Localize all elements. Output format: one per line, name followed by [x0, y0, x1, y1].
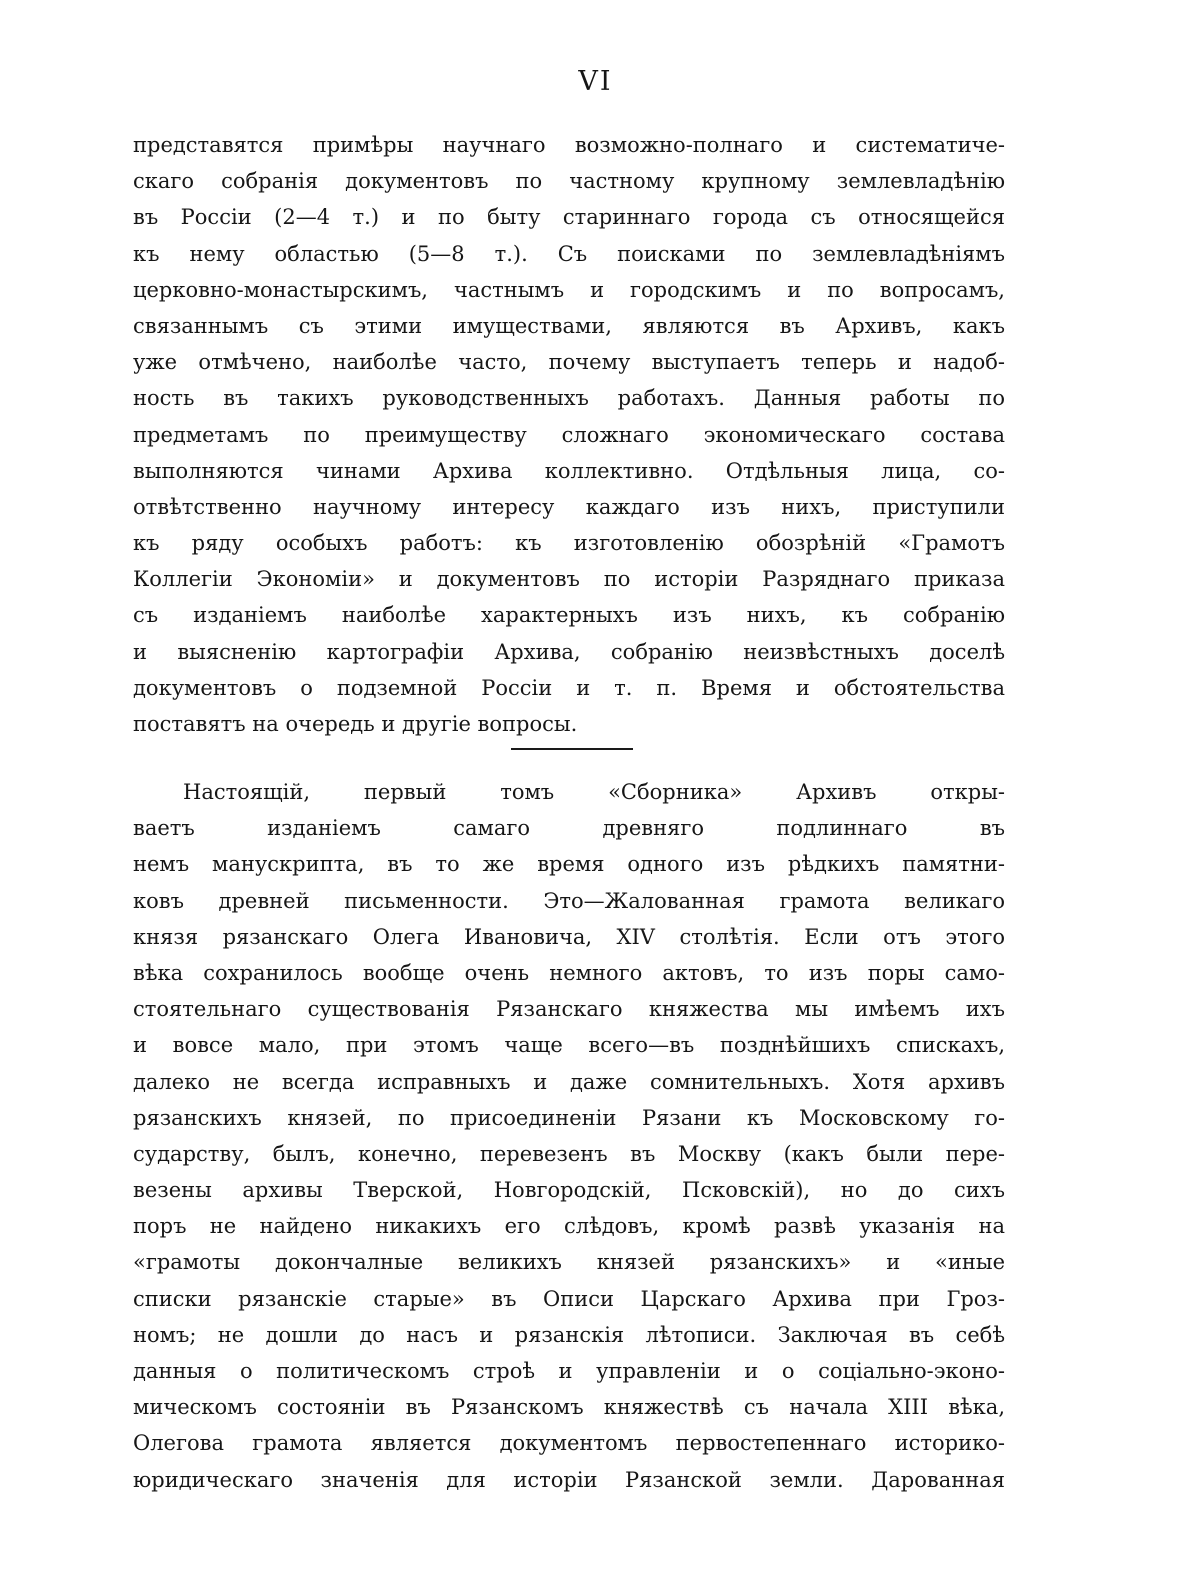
text-line: уже отмѣчено, наиболѣе часто, почему выступаетъ теперь и надоб-	[133, 350, 1005, 375]
text-line: документовъ о подземной Россіи и т. п. Время и обстоятельства	[133, 675, 1005, 700]
text-line: ваетъ изданіемъ самаго древняго подлиннаго въ	[133, 816, 1005, 841]
text-line: церковно-монастырскимъ, частнымъ и городскимъ и по вопросамъ,	[133, 277, 1005, 302]
paragraph-1	[133, 127, 1005, 742]
text-line: мическомъ состояніи въ Рязанскомъ княжествѣ съ начала XIII вѣка,	[133, 1395, 1005, 1420]
text-line: ковъ древней письменности. Это—Жалованная грамота великаго	[133, 888, 1005, 913]
page-number: VI	[578, 66, 613, 97]
text-line: везены архивы Тверской, Новгородскій, Псковскій), но до сихъ	[133, 1178, 1005, 1203]
text-line: номъ; не дошли до насъ и рязанскія лѣтописи. Заключая въ себѣ	[133, 1322, 1005, 1347]
paragraph-2	[133, 774, 1005, 1498]
text-line: связаннымъ съ этими имуществами, являются въ Архивъ, какъ	[133, 313, 1005, 338]
text-line: князя рязанскаго Олега Ивановича, XIV столѣтія. Если отъ этого	[133, 924, 1005, 949]
text-line: и вовсе мало, при этомъ чаще всего—въ позднѣйшихъ спискахъ,	[133, 1033, 1005, 1058]
text-line: въ Россіи (2—4 т.) и по быту стариннаго города съ относящейся	[133, 205, 1005, 230]
text-line: съ изданіемъ наиболѣе характерныхъ изъ нихъ, къ собранію	[133, 603, 1005, 628]
text-line: списки рязанскіе старые» въ Описи Царскаго Архива при Гроз-	[133, 1286, 1005, 1311]
text-line: юридическаго значенія для исторіи Рязанской земли. Дарованная	[133, 1467, 1005, 1492]
text-line: рязанскихъ князей, по присоединеніи Рязани къ Московскому го-	[133, 1105, 1005, 1130]
text-line: стоятельнаго существованія Рязанскаго княжества мы имѣемъ ихъ	[133, 997, 1005, 1022]
text-line: вѣка сохранилось вообще очень немного актовъ, то изъ поры само-	[133, 960, 1005, 985]
text-line: къ нему областью (5—8 т.). Съ поисками по землевладѣніямъ	[133, 241, 1005, 266]
text-line: представятся примѣры научнаго возможно-полнаго и систематиче-	[133, 133, 1005, 157]
text-line: сударству, былъ, конечно, перевезенъ въ Москву (какъ были пере-	[133, 1141, 1005, 1166]
text-line: немъ манускрипта, въ то же время одного изъ рѣдкихъ памятни-	[133, 852, 1005, 877]
text-line: Настоящій, первый томъ «Сборника» Архивъ откры-	[183, 780, 1005, 804]
text-line: данныя о политическомъ строѣ и управленіи и о соціально-эконо-	[133, 1359, 1005, 1383]
text-line: къ ряду особыхъ работъ: къ изготовленію обозрѣній «Грамотъ	[133, 531, 1005, 556]
text-line: и выясненію картографіи Архива, собранію неизвѣстныхъ доселѣ	[133, 639, 1005, 664]
text-line: скаго собранія документовъ по частному крупному землевладѣнію	[133, 169, 1005, 194]
text-line: Олегова грамота является документомъ первостепеннаго историко-	[133, 1431, 1005, 1456]
text-line: выполняются чинами Архива коллективно. Отдѣльныя лица, со-	[133, 458, 1005, 483]
text-line: Коллегіи Экономіи» и документовъ по исторіи Разряднаго приказа	[133, 567, 1005, 592]
text-line: ность въ такихъ руководственныхъ работахъ. Данныя работы по	[133, 386, 1005, 411]
text-line: далеко не всегда исправныхъ и даже сомнительныхъ. Хотя архивъ	[133, 1069, 1005, 1094]
text-line: поставятъ на очередь и другіе вопросы.	[133, 712, 578, 736]
text-line: отвѣтственно научному интересу каждаго изъ нихъ, приступили	[133, 494, 1005, 519]
section-divider	[511, 748, 633, 750]
text-line: предметамъ по преимуществу сложнаго экономическаго состава	[133, 422, 1005, 447]
text-line: поръ не найдено никакихъ его слѣдовъ, кромѣ развѣ указанія на	[133, 1214, 1005, 1239]
text-line: «грамоты докончалные великихъ князей рязанскихъ» и «иные	[133, 1250, 1005, 1275]
